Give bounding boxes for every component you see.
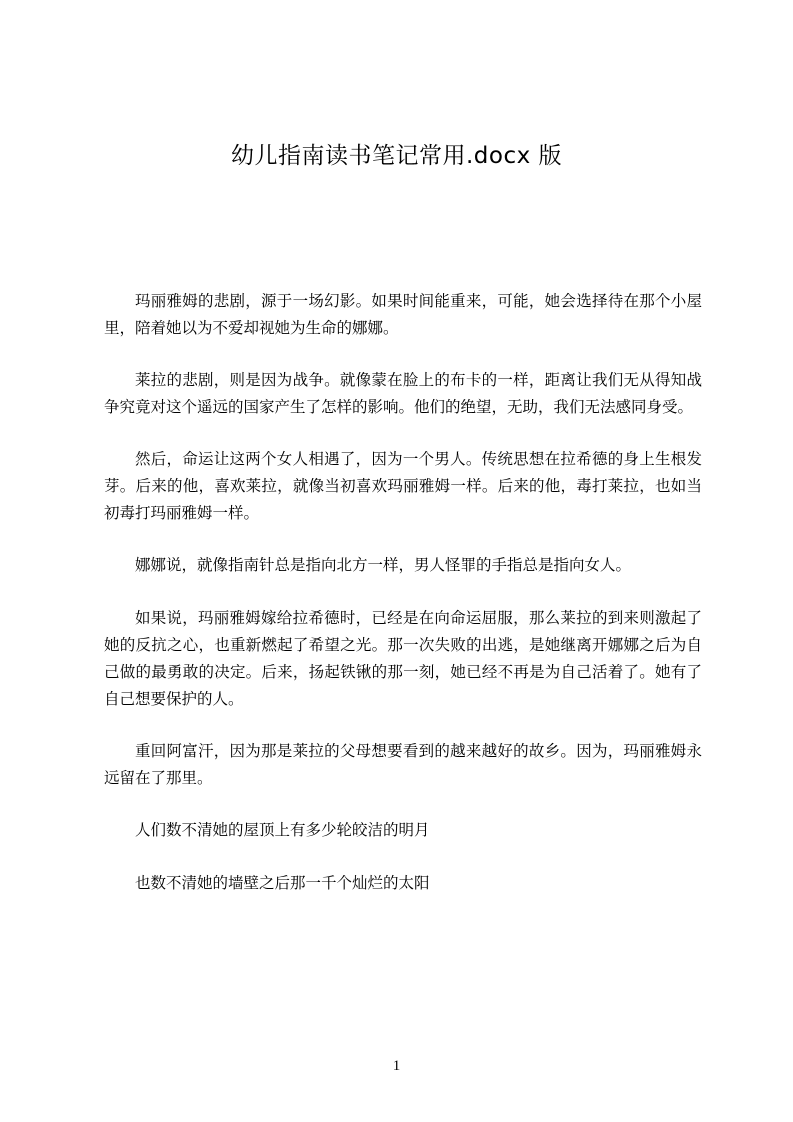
paragraph-2: 莱拉的悲剧，则是因为战争。就像蒙在脸上的布卡的一样，距离让我们无从得知战争究竟对这个遥远的国家产生了怎样的影响。他们的绝望，无助，我们无法感同身受。: [104, 371, 702, 416]
paragraph-8: 也数不清她的墙壁之后那一千个灿烂的太阳: [135, 874, 430, 892]
paragraph-3: 然后，命运让这两个女人相遇了，因为一个男人。传统思想在拉希德的身上生根发芽。后来的他，喜欢莱拉，就像当初喜欢玛丽雅姆一样。后来的他，毒打莱拉，也如当初毒打玛丽雅姆一样。: [104, 450, 702, 522]
document-body: [104, 288, 702, 923]
paragraph-1: 玛丽雅姆的悲剧，源于一场幻影。如果时间能重来，可能，她会选择待在那个小屋里，陪着她以为不爱却视她为生命的娜娜。: [104, 292, 702, 337]
paragraph-4: 娜娜说，就像指南针总是指向北方一样，男人怪罪的手指总是指向女人。: [135, 556, 632, 574]
paragraph-6: 重回阿富汗，因为那是莱拉的父母想要看到的越来越好的故乡。因为，玛丽雅姆永远留在了那里。: [104, 742, 702, 787]
paragraph-5: 如果说，玛丽雅姆嫁给拉希德时，已经是在向命运屈服，那么莱拉的到来则激起了她的反抗之心，也重新燃起了希望之光。那一次失败的出逃，是她继离开娜娜之后为自己做的最勇敢的决定。后来，扬起铁锹的那一刻，她已经不再是为自己活着了。她有了自己想要保护的人。: [104, 609, 702, 708]
page-number: 1: [392, 1058, 401, 1074]
paragraph-7: 人们数不清她的屋顶上有多少轮皎洁的明月: [135, 821, 430, 839]
page-title: 幼儿指南读书笔记常用.docx 版: [230, 143, 563, 169]
